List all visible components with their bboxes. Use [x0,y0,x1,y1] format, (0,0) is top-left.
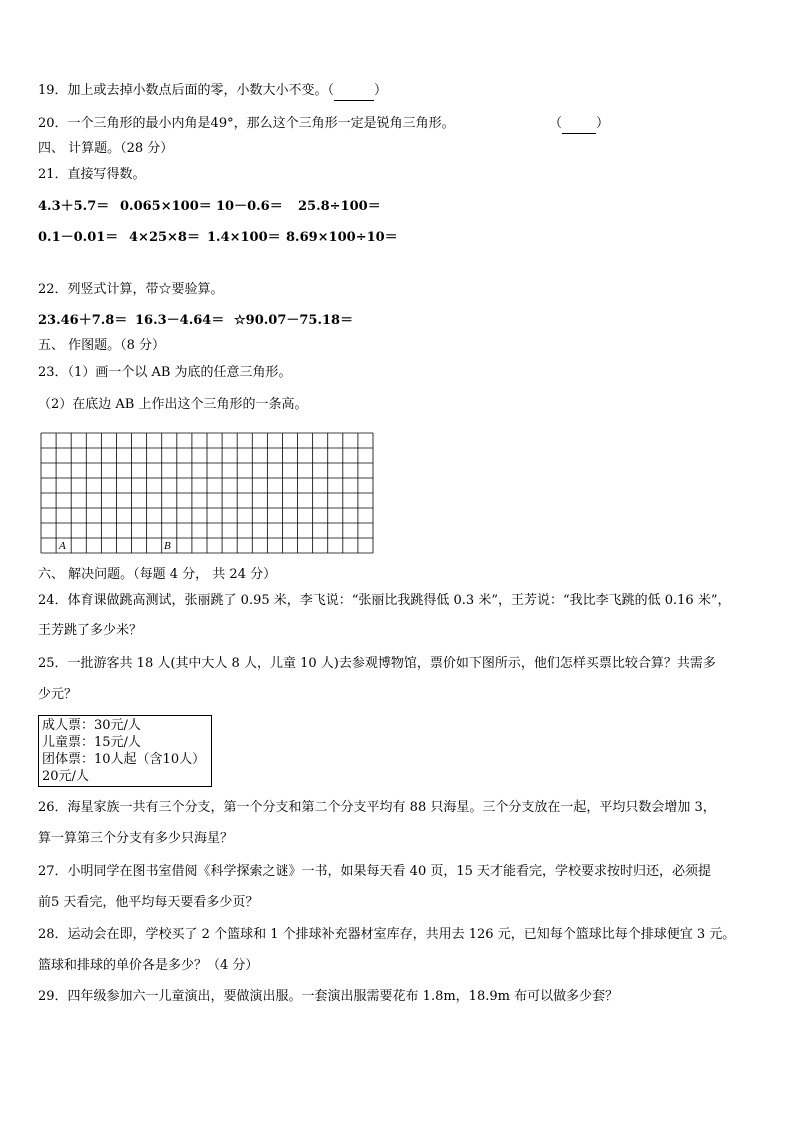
expr: 4.3＋5.7＝ [38,199,110,214]
question-23-part-1: 23．（1）画一个以 AB 为底的任意三角形。 [38,365,292,380]
question-25-line-2: 少元？ [38,687,78,702]
point-a-label: A [59,540,66,552]
question-25-line-1: 25．一批游客共 18 人(其中大人 8 人，儿童 10 人)去参观博物馆，票价如下图所示，他们怎样买票比较合算？共需多 [38,656,716,671]
question-29: 29．四年级参加六一儿童演出，要做演出服。一套演出服需要花布 1.8m，18.9m 布可以做多少套？ [38,989,619,1004]
expr: 10－0.6＝ [216,199,283,214]
expr: 8.69×100÷10＝ [286,230,398,245]
section-6-heading: 六、 解决问题。（每题 4 分， 共 24 分） [38,567,277,582]
point-b-label: B [164,540,171,552]
answer-blank[interactable] [562,115,596,134]
question-27-line-2: 前5 天看完，他平均每天要看多少页？ [38,895,259,910]
question-21: 21．直接写得数。 [38,167,146,182]
question-28-line-1: 28．运动会在即，学校买了 2 个篮球和 1 个排球补充器材室库存，共用去 126 元，已知每个篮球比每个排球便宜 3 元。 [38,927,736,942]
question-27-line-1: 27．小明同学在图书室借阅《科学探索之谜》一书，如果每天看 40 页，15 天才能看完，学校要求按时归还，必须提 [38,864,712,879]
question-26-line-1: 26．海星家族一共有三个分支，第一个分支和第二个分支平均有 88 只海星。三个分支放在一起，平均只数会增加 3， [38,800,716,815]
answer-blank[interactable] [334,82,374,101]
question-20 [38,115,455,133]
child-ticket-price: 儿童票：15元/人 [42,735,141,750]
ticket-price-box [38,715,212,787]
group-ticket-rule: 团体票：10人起（含10人） [42,752,206,767]
section-4-heading: 四、 计算题。（28 分） [38,141,174,156]
question-20-answer [549,115,609,134]
drawing-grid[interactable] [40,432,374,554]
question-19 [38,82,387,101]
expr: 16.3－4.64＝ [135,313,225,328]
paren-close: ） [374,83,388,98]
question-28-line-2: 篮球和排球的单价各是多少？（4 分） [38,958,259,973]
question-24-line-1: 24．体育课做跳高测试，张丽跳了 0.95 米，李飞说：“张丽比我跳得低 0.3 米”，王芳说：“我比李飞跳的低 0.16 米”， [38,593,731,608]
question-22: 22．列竖式计算，带☆要验算。 [38,282,224,297]
expr: 0.065×100＝ [120,199,212,214]
group-ticket-price: 20元/人 [42,769,89,784]
expr: 23.46＋7.8＝ [38,313,128,328]
expr: 25.8÷100＝ [298,199,381,214]
expr: 1.4×100＝ [207,230,281,245]
question-23-part-2: （2）在底边 AB 上作出这个三角形的一条高。 [38,397,308,412]
question-19-text: 19．加上或去掉小数点后面的零，小数大小不变。（ [38,83,335,98]
question-20-text: 20．一个三角形的最小内角是49°，那么这个三角形一定是锐角三角形。 [38,116,455,131]
question-24-line-2: 王芳跳了多少米？ [38,623,143,638]
paren-open: （ [549,116,563,131]
expr: 0.1－0.01＝ [38,230,119,245]
question-26-line-2: 算一算第三个分支有多少只海星？ [38,831,234,846]
expr: 4×25×8＝ [129,230,200,245]
grid-lines [41,433,373,553]
paren-close: ） [596,116,610,131]
section-5-heading: 五、 作图题。（8 分） [38,338,166,353]
adult-ticket-price: 成人票：30元/人 [42,718,141,733]
expr: ☆90.07－75.18＝ [234,313,354,328]
